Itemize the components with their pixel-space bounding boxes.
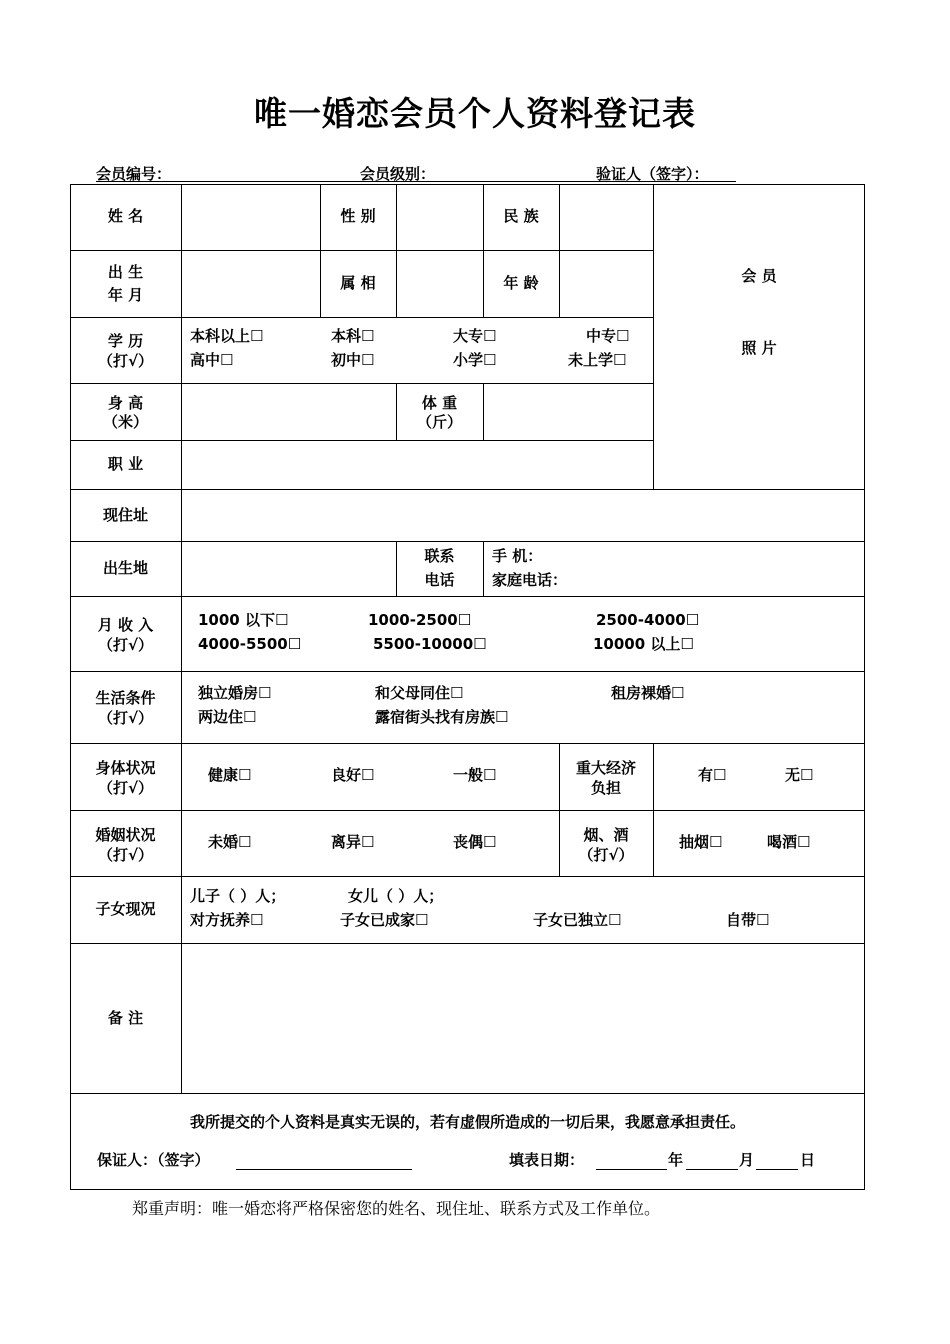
marital-label-line2: （打√） <box>97 846 153 864</box>
guarantor-label: 保证人：（签字） <box>97 1151 210 1169</box>
children-option[interactable]: 子女已成家☐ <box>340 911 429 929</box>
children-label: 子女现况 <box>95 900 156 918</box>
edu-option[interactable]: 高中☐ <box>190 351 234 369</box>
living-option[interactable]: 和父母同住☐ <box>375 684 464 702</box>
edu-option[interactable]: 初中☐ <box>331 351 375 369</box>
income-option[interactable]: 1000-2500☐ <box>368 611 472 629</box>
age-label: 年 龄 <box>503 274 539 292</box>
burden-label-line1: 重大经济 <box>575 759 636 777</box>
grid-line <box>70 317 653 318</box>
income-option[interactable]: 5500-10000☐ <box>373 635 487 653</box>
marital-option[interactable]: 丧偶☐ <box>453 833 497 851</box>
marital-option[interactable]: 未婚☐ <box>208 833 252 851</box>
grid-line <box>320 184 321 317</box>
month-label: 月 <box>739 1151 755 1169</box>
header-underline <box>96 181 736 182</box>
ethnicity-label: 民 族 <box>503 207 539 225</box>
children-option[interactable]: 子女已独立☐ <box>533 911 622 929</box>
address-label: 现住址 <box>102 506 148 524</box>
grid-line <box>70 250 653 251</box>
grid-line <box>70 541 865 542</box>
health-label-line2: （打√） <box>97 779 153 797</box>
grid-line <box>70 596 865 597</box>
health-option[interactable]: 健康☐ <box>208 766 252 784</box>
zodiac-label: 属 相 <box>340 274 376 292</box>
living-option[interactable]: 独立婚房☐ <box>198 684 272 702</box>
health-label-line1: 身体状况 <box>95 759 156 777</box>
children-sons[interactable]: 儿子（ ）人； <box>190 887 286 905</box>
living-option[interactable]: 露宿街头找有房族☐ <box>375 708 509 726</box>
privacy-notice: 郑重声明：唯一婚恋将严格保密您的姓名、现住址、联系方式及工作单位。 <box>132 1199 661 1218</box>
grid-line <box>70 671 865 672</box>
children-option[interactable]: 自带☐ <box>726 911 770 929</box>
grid-line <box>70 1093 865 1094</box>
grid-line <box>483 383 484 440</box>
grid-line <box>70 489 865 490</box>
children-option[interactable]: 对方抚养☐ <box>190 911 264 929</box>
smoke-option[interactable]: 抽烟☐ <box>679 833 723 851</box>
birth-label-line1: 出 生 <box>107 263 144 281</box>
photo-label-line1: 会 员 <box>741 267 777 285</box>
income-label-line2: （打√） <box>97 636 153 654</box>
grid-line <box>181 184 182 1093</box>
fill-date-label: 填表日期： <box>509 1151 585 1169</box>
grid-line <box>483 541 484 596</box>
income-option[interactable]: 2500-4000☐ <box>596 611 700 629</box>
page-title: 唯一婚恋会员个人资料登记表 <box>254 94 696 133</box>
children-daughters[interactable]: 女儿（ ）人； <box>348 887 444 905</box>
contact-label-line1: 联系 <box>424 547 455 565</box>
income-option[interactable]: 1000 以下☐ <box>198 611 289 629</box>
burden-option[interactable]: 有☐ <box>698 766 727 784</box>
day-label: 日 <box>800 1151 816 1169</box>
edu-option[interactable]: 大专☐ <box>453 327 497 345</box>
home-phone-label: 家庭电话： <box>492 571 568 589</box>
photo-label-line2: 照 片 <box>741 339 777 357</box>
grid-line <box>70 876 865 877</box>
grid-line <box>396 184 397 317</box>
height-label-line1: 身 高 <box>107 394 144 412</box>
verifier-label: 验证人（签字）： <box>596 165 709 183</box>
remarks-label: 备 注 <box>107 1009 144 1027</box>
living-option[interactable]: 租房裸婚☐ <box>611 684 685 702</box>
living-option[interactable]: 两边住☐ <box>198 708 257 726</box>
education-label-line1: 学 历 <box>107 332 144 350</box>
weight-label-line2: （斤） <box>416 413 462 431</box>
grid-line <box>70 743 865 744</box>
gender-label: 性 别 <box>340 207 376 225</box>
grid-line <box>70 943 865 944</box>
income-option[interactable]: 10000 以上☐ <box>593 635 694 653</box>
birth-label-line2: 年 月 <box>107 286 144 304</box>
edu-option[interactable]: 本科☐ <box>331 327 375 345</box>
health-option[interactable]: 一般☐ <box>453 766 497 784</box>
guarantor-signature-line[interactable] <box>236 1169 412 1170</box>
member-number-label: 会员编号： <box>96 165 172 183</box>
year-line[interactable] <box>596 1169 667 1170</box>
declaration-text: 我所提交的个人资料是真实无误的，若有虚假所造成的一切后果，我愿意承担责任。 <box>189 1113 745 1131</box>
edu-option[interactable]: 本科以上☐ <box>190 327 264 345</box>
health-option[interactable]: 良好☐ <box>331 766 375 784</box>
edu-option[interactable]: 未上学☐ <box>568 351 627 369</box>
edu-option[interactable]: 中专☐ <box>586 327 630 345</box>
name-label: 姓 名 <box>107 207 144 225</box>
living-label-line1: 生活条件 <box>95 689 156 707</box>
grid-line <box>559 184 560 317</box>
contact-label-line2: 电话 <box>424 571 455 589</box>
grid-line <box>653 184 654 489</box>
height-label-line2: （米） <box>102 413 148 431</box>
grid-line <box>70 810 865 811</box>
burden-option[interactable]: 无☐ <box>785 766 814 784</box>
birthplace-label: 出生地 <box>102 559 148 577</box>
year-label: 年 <box>668 1151 684 1169</box>
edu-option[interactable]: 小学☐ <box>453 351 497 369</box>
smoke-label-line1: 烟、酒 <box>583 826 629 844</box>
grid-line <box>70 440 653 441</box>
day-line[interactable] <box>756 1169 798 1170</box>
weight-label-line1: 体 重 <box>421 394 458 412</box>
grid-line <box>483 184 484 317</box>
income-option[interactable]: 4000-5500☐ <box>198 635 302 653</box>
education-label-line2: （打√） <box>97 352 153 370</box>
grid-line <box>653 743 654 876</box>
burden-label-line2: 负担 <box>590 779 621 797</box>
income-label-line1: 月 收 入 <box>97 616 154 634</box>
living-label-line2: （打√） <box>97 709 153 727</box>
marital-label-line1: 婚姻状况 <box>95 826 156 844</box>
month-line[interactable] <box>686 1169 738 1170</box>
marital-option[interactable]: 离异☐ <box>331 833 375 851</box>
member-level-label: 会员级别： <box>360 165 436 183</box>
mobile-label: 手 机： <box>492 547 543 565</box>
smoke-option[interactable]: 喝酒☐ <box>767 833 811 851</box>
grid-line <box>70 383 653 384</box>
smoke-label-line2: （打√） <box>578 846 634 864</box>
job-label: 职 业 <box>107 455 144 473</box>
